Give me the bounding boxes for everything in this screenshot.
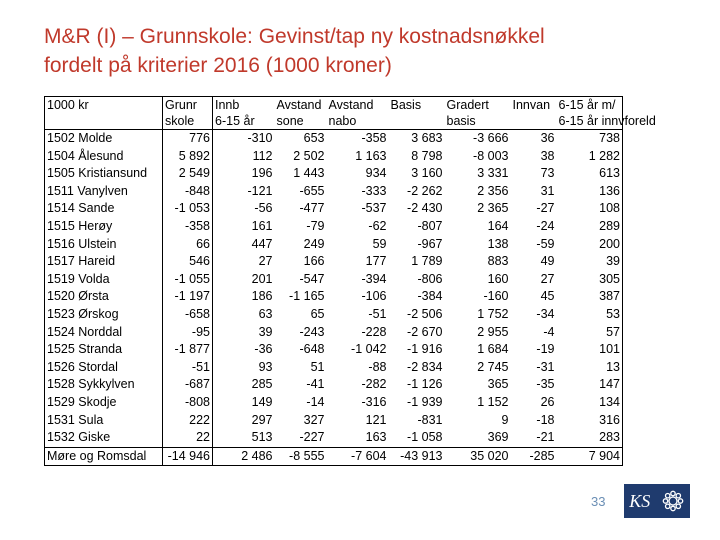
value-cell: -95 xyxy=(163,324,213,342)
value-cell: 9 xyxy=(501,412,509,427)
table-row xyxy=(45,288,623,306)
value-cell: -648 xyxy=(299,342,325,357)
municipality-name: 1514 Sande xyxy=(45,200,163,218)
municipality-name: 1516 Ulstein xyxy=(45,236,163,254)
value-cell: -1 058 xyxy=(407,430,443,445)
value-cell: -8 003 xyxy=(473,148,509,163)
column-header: Gradert xyxy=(445,97,511,114)
value-cell: 49 xyxy=(540,254,555,269)
value-cell: 36 xyxy=(540,131,555,145)
municipality-name: 1511 Vanylven xyxy=(45,183,163,201)
value-cell: 66 xyxy=(163,236,213,254)
value-cell: -2 430 xyxy=(407,201,443,216)
value-cell: -27 xyxy=(536,201,555,216)
value-cell: 934 xyxy=(365,166,387,181)
value-cell: 160 xyxy=(487,271,509,286)
value-cell: 2 356 xyxy=(477,183,509,198)
value-cell: 186 xyxy=(213,288,275,306)
value-cell: 1 152 xyxy=(477,394,509,409)
header-row xyxy=(45,113,623,130)
value-cell: 39 xyxy=(213,324,275,342)
table-row xyxy=(45,394,623,412)
value-cell: -4 xyxy=(543,324,555,339)
value-cell: -1 916 xyxy=(407,342,443,357)
column-header: 6-15 år xyxy=(213,113,275,130)
value-cell: -2 834 xyxy=(407,359,443,374)
column-header xyxy=(511,113,557,130)
value-cell: -62 xyxy=(368,218,387,233)
value-cell: 27 xyxy=(540,271,555,286)
total-value: 35 020 xyxy=(445,447,511,466)
value-cell: -1 055 xyxy=(163,271,213,289)
value-cell: 2 502 xyxy=(293,148,325,163)
value-cell: 3 683 xyxy=(411,131,443,145)
value-cell: 3 160 xyxy=(411,166,443,181)
value-cell: -547 xyxy=(299,271,325,286)
value-cell: -79 xyxy=(306,218,325,233)
logo-text: KS xyxy=(629,490,651,511)
total-value: -43 913 xyxy=(389,447,445,466)
value-cell: 177 xyxy=(365,254,387,269)
value-cell: 138 xyxy=(487,236,509,251)
table-row xyxy=(45,341,623,359)
municipality-name: 1528 Sykkylven xyxy=(45,376,163,394)
municipality-name: 1523 Ørskog xyxy=(45,306,163,324)
value-cell: 51 xyxy=(310,359,325,374)
table-row xyxy=(45,148,623,166)
value-cell: -121 xyxy=(213,183,275,201)
value-cell: -243 xyxy=(299,324,325,339)
column-header: Innb xyxy=(213,97,275,114)
slide-title xyxy=(44,22,694,80)
value-cell: 883 xyxy=(487,254,509,269)
value-cell: -228 xyxy=(361,324,387,339)
column-header xyxy=(45,113,163,130)
slide-title-line-2: fordelt på kriterier 2016 (1000 kroner) xyxy=(44,54,392,77)
value-cell: -1 165 xyxy=(289,289,325,304)
rosette-icon xyxy=(661,489,685,513)
value-cell: 283 xyxy=(557,429,623,447)
data-table xyxy=(44,96,656,466)
value-cell: 8 798 xyxy=(411,148,443,163)
value-cell: 45 xyxy=(540,289,555,304)
table-row xyxy=(45,200,623,218)
value-cell: 201 xyxy=(213,271,275,289)
value-cell: 305 xyxy=(557,271,623,289)
value-cell: 63 xyxy=(213,306,275,324)
value-cell: 1 282 xyxy=(557,148,623,166)
column-header: nabo xyxy=(327,113,389,130)
value-cell: -1 042 xyxy=(351,342,387,357)
value-cell: -2 262 xyxy=(407,183,443,198)
value-cell: 1 443 xyxy=(293,166,325,181)
table-row xyxy=(45,183,623,201)
value-cell: -31 xyxy=(536,359,555,374)
total-value: -285 xyxy=(511,447,557,466)
total-label: Møre og Romsdal xyxy=(45,447,163,466)
value-cell: 2 745 xyxy=(477,359,509,374)
total-value: -7 604 xyxy=(327,447,389,466)
value-cell: -358 xyxy=(163,218,213,236)
column-header: 6-15 år m/ xyxy=(557,97,623,114)
value-cell: -59 xyxy=(536,236,555,251)
value-cell: -655 xyxy=(299,183,325,198)
municipality-name: 1502 Molde xyxy=(45,130,163,148)
value-cell: -2 670 xyxy=(407,324,443,339)
value-cell: 93 xyxy=(213,359,275,377)
value-cell: 38 xyxy=(540,148,555,163)
value-cell: 285 xyxy=(213,376,275,394)
value-cell: 2 365 xyxy=(477,201,509,216)
page-number: 33 xyxy=(591,494,606,509)
value-cell: -808 xyxy=(163,394,213,412)
column-header: Basis xyxy=(389,97,445,114)
value-cell: 101 xyxy=(557,341,623,359)
value-cell: -687 xyxy=(163,376,213,394)
value-cell: 249 xyxy=(303,236,325,251)
value-cell: 1 684 xyxy=(477,342,509,357)
value-cell: 73 xyxy=(540,166,555,181)
value-cell: 149 xyxy=(213,394,275,412)
value-cell: 316 xyxy=(557,412,623,430)
value-cell: 164 xyxy=(487,218,509,233)
value-cell: 26 xyxy=(540,394,555,409)
value-cell: 31 xyxy=(540,183,555,198)
value-cell: -282 xyxy=(361,377,387,392)
value-cell: 196 xyxy=(213,165,275,183)
value-cell: 13 xyxy=(557,359,623,377)
value-cell: 53 xyxy=(557,306,623,324)
value-cell: 57 xyxy=(557,324,623,342)
value-cell: 65 xyxy=(310,306,325,321)
value-cell: -51 xyxy=(368,306,387,321)
value-cell: 447 xyxy=(213,236,275,254)
value-cell: -51 xyxy=(163,359,213,377)
municipality-name: 1531 Sula xyxy=(45,412,163,430)
municipality-name: 1529 Skodje xyxy=(45,394,163,412)
total-value: -14 946 xyxy=(163,447,213,466)
value-cell: -56 xyxy=(213,200,275,218)
value-cell: -106 xyxy=(361,289,387,304)
table-row xyxy=(45,130,623,148)
column-header: basis xyxy=(445,113,511,130)
value-cell: -848 xyxy=(163,183,213,201)
value-cell: -477 xyxy=(299,201,325,216)
value-cell: -384 xyxy=(417,289,443,304)
table-row xyxy=(45,376,623,394)
value-cell: -1 126 xyxy=(407,377,443,392)
value-cell: 134 xyxy=(557,394,623,412)
value-cell: 3 331 xyxy=(477,166,509,181)
column-header xyxy=(389,113,445,130)
value-cell: 297 xyxy=(213,412,275,430)
value-cell: 1 163 xyxy=(355,148,387,163)
value-cell: -34 xyxy=(536,306,555,321)
value-cell: 200 xyxy=(557,236,623,254)
value-cell: 1 752 xyxy=(477,306,509,321)
value-cell: 222 xyxy=(163,412,213,430)
value-cell: -3 666 xyxy=(473,131,509,145)
value-cell: 5 892 xyxy=(163,148,213,166)
value-cell: 39 xyxy=(557,253,623,271)
table-row xyxy=(45,306,623,324)
value-cell: -1 197 xyxy=(163,288,213,306)
column-header: 6-15 år innvforeld xyxy=(558,114,656,128)
value-cell: 163 xyxy=(365,430,387,445)
value-cell: -807 xyxy=(417,218,443,233)
value-cell: -18 xyxy=(536,412,555,427)
slide-title-line-1: M&R (I) – Grunnskole: Gevinst/tap ny kostnadsnøkkel xyxy=(44,25,545,48)
value-cell: -36 xyxy=(213,341,275,359)
table-row xyxy=(45,165,623,183)
column-header: Avstand xyxy=(327,97,389,114)
municipality-name: 1524 Norddal xyxy=(45,324,163,342)
value-cell: 2 955 xyxy=(477,324,509,339)
value-cell: -35 xyxy=(536,377,555,392)
municipality-name: 1504 Ålesund xyxy=(45,148,163,166)
municipality-name: 1532 Giske xyxy=(45,429,163,447)
total-row xyxy=(45,447,623,466)
total-value: 2 486 xyxy=(213,447,275,466)
municipality-name: 1520 Ørsta xyxy=(45,288,163,306)
value-cell: 136 xyxy=(557,183,623,201)
column-header: Grunr xyxy=(163,97,213,114)
table-row xyxy=(45,271,623,289)
column-header: 1000 kr xyxy=(45,97,163,114)
value-cell: -19 xyxy=(536,342,555,357)
value-cell: -658 xyxy=(163,306,213,324)
value-cell: -1 939 xyxy=(407,394,443,409)
value-cell: 121 xyxy=(365,412,387,427)
value-cell: 2 549 xyxy=(163,165,213,183)
table-row xyxy=(45,253,623,271)
value-cell: 513 xyxy=(213,429,275,447)
value-cell: 161 xyxy=(213,218,275,236)
ks-logo xyxy=(624,484,690,518)
column-header: Innvan xyxy=(511,97,557,114)
table-row xyxy=(45,218,623,236)
value-cell: -394 xyxy=(361,271,387,286)
value-cell: 387 xyxy=(557,288,623,306)
value-cell: 289 xyxy=(557,218,623,236)
value-cell: 738 xyxy=(557,130,623,148)
column-header: Avstand xyxy=(275,97,327,114)
value-cell: 59 xyxy=(372,236,387,251)
value-cell: -88 xyxy=(368,359,387,374)
value-cell: 365 xyxy=(487,377,509,392)
column-header: sone xyxy=(275,113,327,130)
value-cell: -227 xyxy=(299,430,325,445)
value-cell: -1 053 xyxy=(163,200,213,218)
value-cell: 1 789 xyxy=(411,254,443,269)
table-row xyxy=(45,359,623,377)
municipality-name: 1515 Herøy xyxy=(45,218,163,236)
value-cell: 776 xyxy=(163,130,213,148)
value-cell: 27 xyxy=(213,253,275,271)
value-cell: -21 xyxy=(536,430,555,445)
value-cell: -831 xyxy=(417,412,443,427)
value-cell: -1 877 xyxy=(163,341,213,359)
value-cell: 147 xyxy=(557,376,623,394)
table-row xyxy=(45,429,623,447)
municipality-name: 1517 Hareid xyxy=(45,253,163,271)
municipality-name: 1526 Stordal xyxy=(45,359,163,377)
value-cell: -310 xyxy=(213,130,275,148)
total-value: 7 904 xyxy=(557,447,623,466)
value-cell: -41 xyxy=(306,377,325,392)
column-header: skole xyxy=(163,113,213,130)
value-cell: 22 xyxy=(163,429,213,447)
data-table-container xyxy=(44,96,656,466)
value-cell: -358 xyxy=(361,131,387,145)
table-row xyxy=(45,324,623,342)
value-cell: 112 xyxy=(213,148,275,166)
value-cell: -967 xyxy=(417,236,443,251)
value-cell: -316 xyxy=(361,394,387,409)
value-cell: -333 xyxy=(361,183,387,198)
value-cell: -537 xyxy=(361,201,387,216)
value-cell: 653 xyxy=(303,131,325,145)
municipality-name: 1505 Kristiansund xyxy=(45,165,163,183)
value-cell: -806 xyxy=(417,271,443,286)
value-cell: -14 xyxy=(306,394,325,409)
value-cell: -24 xyxy=(536,218,555,233)
municipality-name: 1525 Stranda xyxy=(45,341,163,359)
value-cell: 327 xyxy=(303,412,325,427)
value-cell: 166 xyxy=(303,254,325,269)
value-cell: 613 xyxy=(557,165,623,183)
value-cell: -160 xyxy=(483,289,509,304)
total-value: -8 555 xyxy=(275,447,327,466)
table-row xyxy=(45,412,623,430)
municipality-name: 1519 Volda xyxy=(45,271,163,289)
value-cell: 369 xyxy=(487,430,509,445)
value-cell: 546 xyxy=(163,253,213,271)
table-row xyxy=(45,236,623,254)
value-cell: -2 506 xyxy=(407,306,443,321)
value-cell: 108 xyxy=(557,200,623,218)
header-row xyxy=(45,97,623,114)
